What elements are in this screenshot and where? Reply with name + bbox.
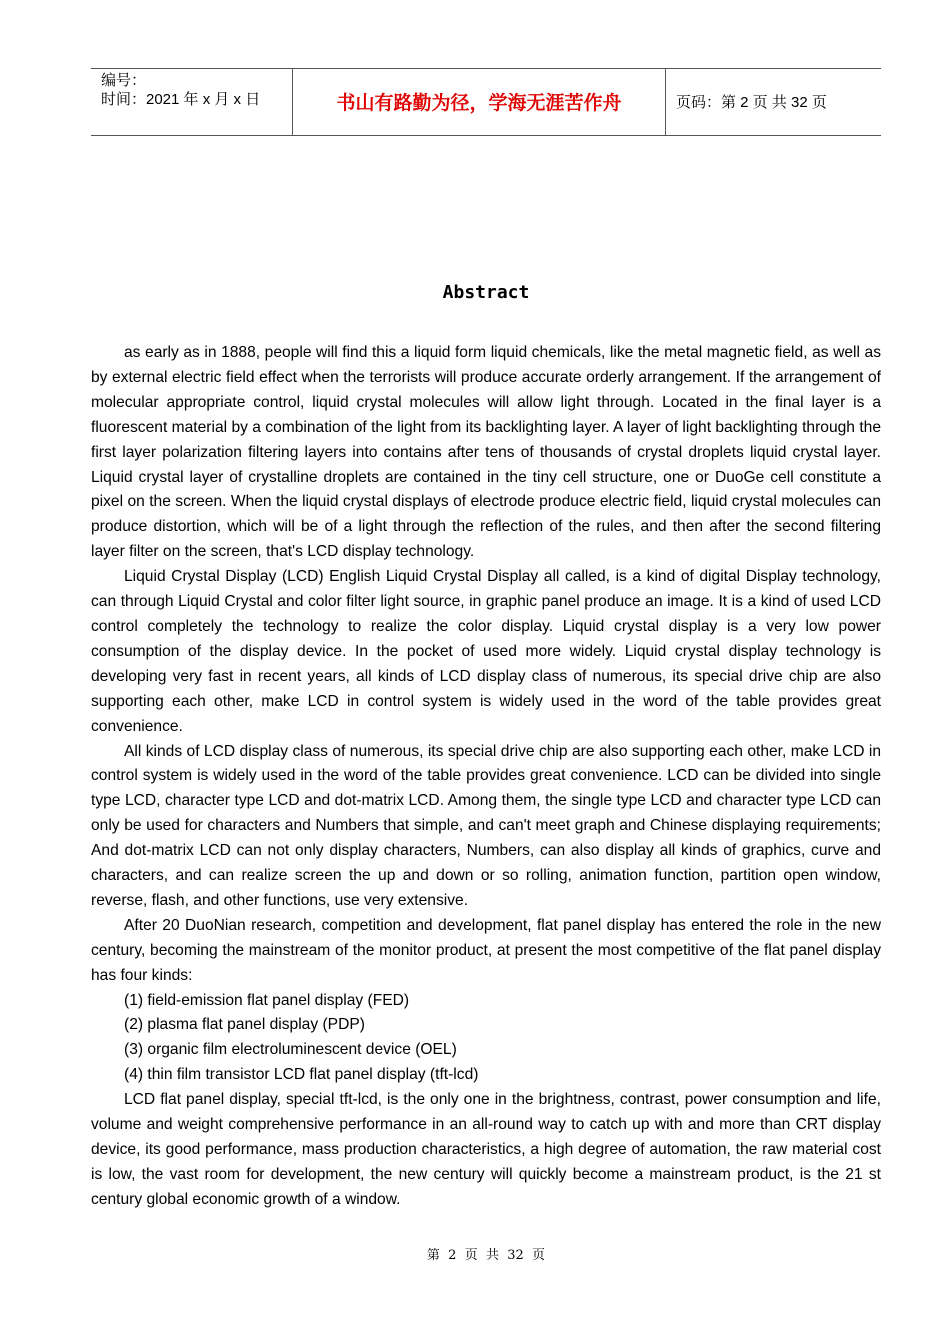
header-motto-cell: [293, 69, 666, 136]
page-footer: 第 2 页 共 32 页: [426, 1248, 546, 1263]
paragraph: After 20 DuoNian research, competition and development, flat panel display has entered the role in the new century, becoming the mainstream of the monitor product, at present the most competitive of the flat panel display has four kinds:: [91, 916, 881, 984]
paragraph: All kinds of LCD display class of numerous, its special drive chip are also supporting each other, make LCD in control system is widely used in the word of the table provides great convenience. LCD can be divided into single type LCD, character type LCD and dot-matrix LCD. Among them, the single type LCD and character type LCD can only be used for characters and Numbers that simple, and can't meet graph and Chinese displaying requirements; And dot-matrix LCD can not only display characters, Numbers, can also display all kinds of graphics, curve and characters, and can realize screen the up and down or so rolling, animation function, partition open window, reverse, flash, and other functions, use very extensive.: [91, 742, 881, 909]
header-meta-cell: [91, 69, 293, 136]
paragraph: Liquid Crystal Display (LCD) English Liquid Crystal Display all called, is a kind of digital Display technology, can through Liquid Crystal and color filter light source, in graphic panel produce an image. It is a kind of used LCD control completely the technology to realize the color display. Liquid crystal display is a very low power consumption of the display device. In the pocket of used more widely. Liquid crystal display technology is developing very fast in recent years, all kinds of LCD display class of numerous, its special drive chip are also supporting each other, make LCD in control system is widely used in the word of the table provides great convenience.: [91, 568, 881, 735]
list-item: (3) organic film electroluminescent device (OEL): [124, 1041, 457, 1059]
paragraph: as early as in 1888, people will find this a liquid form liquid chemicals, like the metal magnetic field, as well as by external electric field effect when the terrorists will produce accurate orderly arrangement. If the arrangement of molecular appropriate control, liquid crystal molecules will allow light through. Located in the final layer is a fluorescent material by a combination of the light from its backlighting layer. A layer of light backlighting through the first layer polarization filtering layers into contains after tens of thousands of crystal droplets liquid crystal layer. Liquid crystal layer of crystalline droplets are contained in the tiny cell structure, one or DuoGe cell constitute a pixel on the screen. When the liquid crystal displays of electrode produce electric field, liquid crystal molecules can produce distortion, which will be of a light through the reflection of the rules, and then after the second filtering layer filter on the screen, that's LCD display technology.: [91, 344, 881, 561]
list-item: (1) field-emission flat panel display (FED): [124, 991, 410, 1009]
header-page-cell: [666, 69, 881, 136]
document-number-label: 编号：: [101, 72, 147, 89]
header-motto: 书山有路勤为径，学海无涯苦作舟: [336, 92, 622, 114]
abstract-body: [91, 341, 881, 1213]
header-page-info: 页码：第 2 页 共 32 页: [676, 94, 827, 111]
list-item: (2) plasma flat panel display (PDP): [124, 1016, 365, 1034]
page-header: [91, 68, 881, 136]
list-item: (4) thin film transistor LCD flat panel display (tft-lcd): [124, 1066, 479, 1084]
closing-paragraph: LCD flat panel display, special tft-lcd, is the only one in the brightness, contrast, power consumption and life, volume and weight comprehensive performance in an all-round way to catch up with and more than CRT display device, its good performance, mass production characteristics, a high degree of automation, the raw material cost is low, the vast room for development, the new century will quickly become a mainstream product, is the 21 st century global economic growth of a window.: [91, 1091, 881, 1208]
document-time-label: 时间：2021 年 x 月 x 日: [101, 91, 261, 108]
page-title: Abstract: [442, 282, 530, 303]
